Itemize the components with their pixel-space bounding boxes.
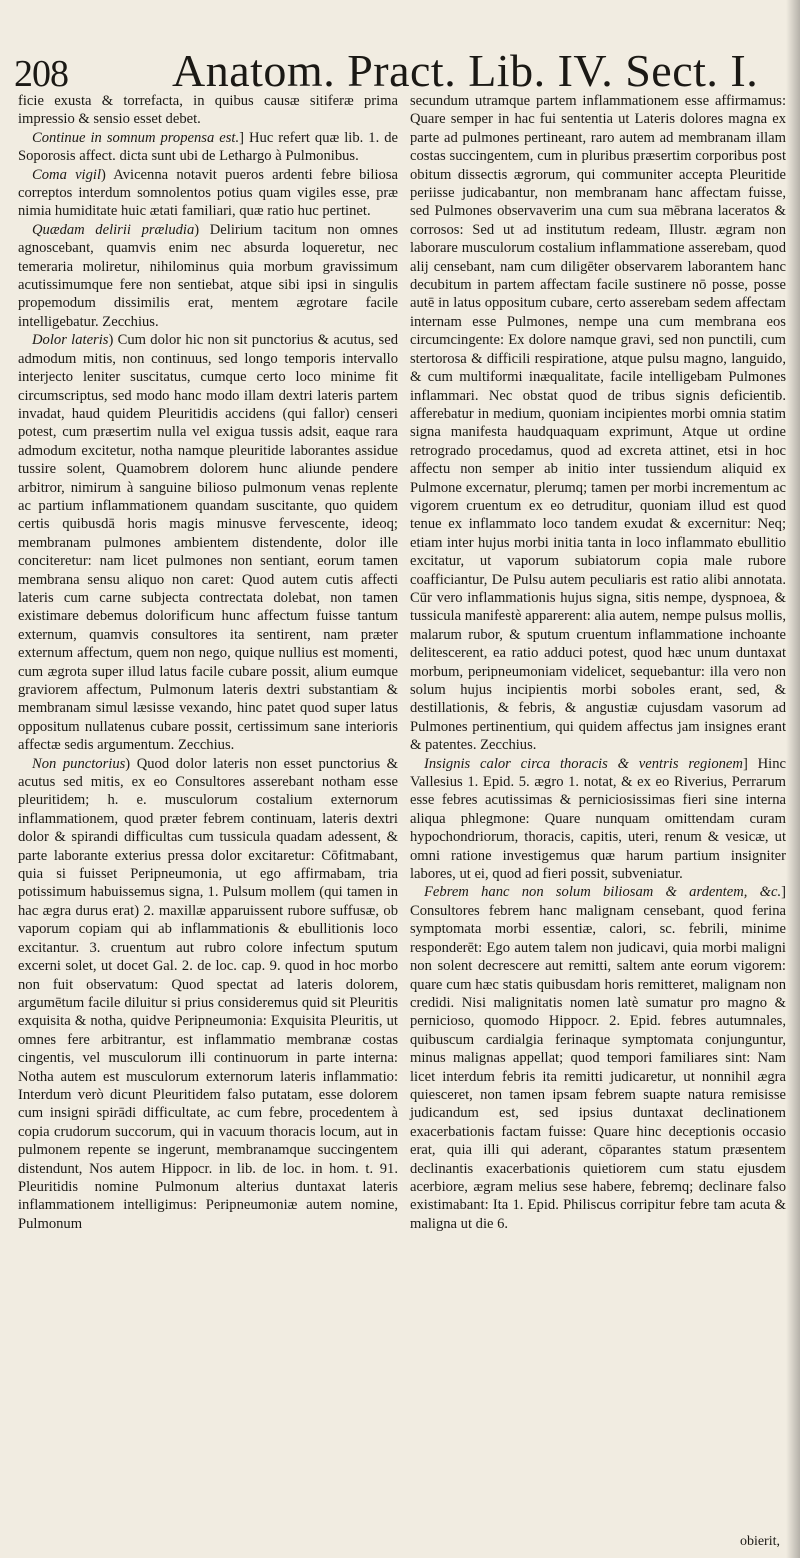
- paragraph-text: ficie exusta & torrefacta, in quibus causæ sitiferæ prima impressio & sensio esset debet.: [18, 93, 398, 128]
- paragraph-text: ] Hinc Vallesius 1. Epid. 5. ægro 1. notat, & ex eo Riverius, Perrarum esse febres acutissimas & perniciosissimas fieri sine interna aliqua phlegmone: Quare nunquam omittendam curam hypochondriorum, thoracis, capitis, uteri, renum & vesicæ, ut omni ratione investigemus quæ harum partium insigniter labores, ut ei, quod ad fieri possit, subveniatur.: [410, 755, 786, 883]
- lemma-heading: Non punctorius: [32, 755, 126, 772]
- paragraph: [410, 755, 786, 884]
- paragraph: [18, 166, 398, 221]
- paragraph-text: secundum utramque partem inflammationem esse affirmamus: Quare semper in hac fui sententia ut Lateris dolores magna ex parte ad pulmones pertineant, raro autem ad membranam illam costas succingentem, cum in pluribus præsertim corporibus post obitum dissectis ægrorum, qui communiter accepta Pleuritide periisse judicabantur, non membranam hanc affectam fuisse, sed Pulmones observaverim una cum sua mēbrana laceratos & corrosos: Sed ut ad institutum redeam, Illustr. ægram non laborare musculorum costalium inflammatione asserebam, quod alij censebant, nam cum diligēter observarem laborantem hanc decubitum in partem affectam facile sustinere nō posse, posse autē in latus oppositum cubare, certo asserebam sedem affectam internam esse Pulmones, nempe una cum membrana eos circumcingente: Ex dolore namque gravi, sed non punctili, cum stertorosa & difficili respiratione, atque pulsu magno, languido, & cum multiformi inæqualitate, facile intelligebam Pulmones inflammari. Nec obstat quod de tribus signis deficientib. afferebatur in medium, quoniam incipientes morbi omnia statim signa manifesta haudquaquam exprimunt, Atque ut ordine retrogrado procedamus, quod ad excreta attinet, etsi in hoc affectu non semper ab initio inter tussiendum aliquid ex Pulmone excernatur, plerumq; tamen per morbi incrementum ac vigorem cruentum ex eo detruditur, quoniam illud est quod tenue ex inflammato loco tandem exudat & excernitur: Neq; etiam inter hujus morbi initia tanta in loco inflammato ebullitio excitatur, ut vaporum subiatorum copia male rubore coafficiantur, De Pulsu autem peculiaris est ratio alibi annotata. Cūr vero inflammationis hujus signa, sitis nempe, dyspnoea, & tussicula manifestè apparerent: alia autem, nempe pulsus mollis, malarum rubor, & sputum cruentum inflammatione inchoante delitescerent, ea ratio adduci potest, quod hæc unum duntaxat morbum, peripneumoniam videlicet, sequebantur: illa vero non solum hujus incipientis morbi soboles erant, sed, & destillationis, & febris, & angustiæ cujusdam vasorum ad Pulmones pertinentium, qui quidem affectus jam insignes erant & patentes. Zecchius.: [410, 93, 786, 754]
- lemma-heading: Coma vigil: [32, 166, 102, 183]
- paragraph: [18, 221, 398, 331]
- paragraph-text: ) Avicenna notavit pueros ardenti febre biliosa correptos interdum somnolentos potius quam vigiles esse, præ nimia humiditate huic ætati familiari, quæ ratio huc pertinet.: [18, 166, 398, 220]
- lemma-heading: Continue in somnum propensa est.: [32, 129, 240, 146]
- lemma-heading: Quædam delirii præludia: [32, 221, 195, 238]
- page-number: 208: [14, 53, 68, 95]
- paragraph: [18, 331, 398, 754]
- lemma-heading: Insignis calor circa thoracis & ventris regionem: [424, 755, 743, 772]
- paragraph: [18, 755, 398, 1234]
- paragraph: [410, 883, 786, 1233]
- paragraph: [18, 92, 398, 129]
- paragraph: [18, 129, 398, 166]
- paragraph: [410, 92, 786, 755]
- left-column: [18, 92, 398, 1233]
- right-column: [410, 92, 786, 1233]
- paragraph-text: ) Cum dolor hic non sit punctorius & acutus, sed admodum mitis, non continuus, sed longo temporis intervallo interjecto leniter suscitatus, cumque certo loco minime fit circumscriptus, sed modo hanc modo illam dextri lateris partem invadat, haud quidem Pleuritidis accidens (qui fallor) censeri potest, cum præsertim nulla vel exigua tussis adsit, eaque rara admodum excitetur, notha namque pleuritide laborantes assidue tussire solent, Quamobrem dolorem hunc aliunde pendere arbitror, nimirum à sanguine bilioso pulmonum venas replente ac partium inflammationem quandam suscitante, quo quidem certis quibusdā horis magis minusve fervescente, ideoq; membranam pulmones ambientem distendente, dolor ille conciteretur: nam licet pulmones non sentiant, eorum tamen membrana sensu aliquo non caret: Quod autem cutis affecti lateris cum carne subjecta contrectata dolebat, non tamen existimare debemus dolorificum hunc affectum fuisse tantum externum, quamvis consultores ita sentirent, nam præter externum affectum, quem non nego, quique nullius est momenti, cum ægrota super illud latus facile cubare possit, alium eumque graviorem affectum, Pulmonum lateris dextri substantiam & membranam simul læsisse vexando, hinc patet quod super latus oppositum nullatenus cubare possit, certissimum sane interioris affectæ sedis argumentum. Zecchius.: [18, 332, 398, 754]
- catchword: obierit,: [739, 1534, 780, 1549]
- paragraph-text: ] Consultores febrem hanc malignam censebant, quod ferina symptomata morbi essentiæ, calori, sc. febrili, minime responderēt: Ego autem talem non judicavi, quia morbi maligni non solent decrescere aut remitti, saltem ante eorum vigorem: quare cum hæc statis quibusdam horis remitteret, malignam non credidi. Nisi malignitatis nomen latè sumatur pro magno & pernicioso, quomodo Hippocr. 2. Epid. febres autumnales, quibuscum cardialgia ferinaque symptomata conjunguntur, minus malignas appellat; quod tempori familiares sint: Nam licet interdum febris ita remitti judicaretur, ut nonnihil ægra quiesceret, non tamen ipsam febrem suapte natura remisisse judicandum est, sed ipsius duntaxat declinationem exacerbationis factam fuisse: Quare hinc deceptionis occasio erat, quia illi qui aderant, cōparantes statum præsentem declinantis exacerbationis quietiorem cum statu ejusdem acerbiore, ægram melius sese habere, febremq; declinare falso existimabant: Ita 1. Epid. Philiscus corripitur febre tam acuta & maligna ut die 6.: [410, 884, 786, 1232]
- paragraph-text: ) Delirium tacitum non omnes agnoscebant, quamvis enim nec absurda loqueretur, nec temeraria moliretur, nihilominus quia morbum gravissimum acutissimumque fere non sentiebat, atque sibi ipsi in singulis propemodum dissimilis erat, mentem ægrotare facile intelligebatur. Zecchius.: [18, 221, 399, 330]
- lemma-heading: Febrem hanc non solum biliosam & ardentem, &c.: [424, 884, 782, 901]
- page-edge-shadow: [786, 0, 800, 1558]
- paragraph-text: ) Quod dolor lateris non esset punctorius & acutus sed mitis, ex eo Consultores asserebant notham esse pleuritidem; h. e. musculorum costalium externorum inflammationem, quod præter febrem continuam, lateris dextri dolor & spirandi difficultas cum tussicula quadam adessent, & parte laborante exterius pressa dolor excitaretur: Cōfitmabant, quia si fuisset Peripneumonia, ut ego affirmabam, tria potissimum habuissemus signa, 1. Pulsum mollem (qui tamen in hac ægra durus erat) 2. maxillæ apparuissent rubore suffusæ, ob vaporum copiam qui ab inflammationis & ebullitionis loco excitantur. 3. cruentum aut rubro colore infectum sputum excerni solet, ut docet Gal. 2. de loc. cap. 9. quod in hoc morbo non fuit observatum: Quod spectat ad lateris dolorem, argumētum facile diluitur si prius consideremus quid sit Pleuritis exquisita & notha, quidve Peripneumonia: Exquisita Pleuritis, ut omnes fere arbitrantur, est inflammatio membranæ costas cingentis, vel musculorum illi continuorum in parte interna: Notha autem est musculorum externorum lateris inflammatio: Interdum verò dicunt Pleuritidem falso putatam, esse dolorem cum insigni spirādi difficultate, ac cum febre, procedentem à copia crudorum succorum, qui in vacuum thoracis locum, aut in pulmonem repente se ingerunt, membranamque succingentem distendunt, Nos autem Hippocr. in lib. de loc. in hom. t. 91. Pleuritidis nomine Pulmonum alterius duntaxat lateris inflammationem intelligimus: Peripneumoniæ autem nomine, Pulmonum: [18, 755, 399, 1232]
- paragraph-text: ] Huc refert quæ lib. 1. de Soporosis affect. dicta sunt ubi de Lethargo à Pulmonibus.: [18, 129, 398, 165]
- running-title: Anatom. Pract. Lib. IV. Sect. I.: [172, 45, 759, 96]
- lemma-heading: Dolor lateris: [32, 332, 109, 349]
